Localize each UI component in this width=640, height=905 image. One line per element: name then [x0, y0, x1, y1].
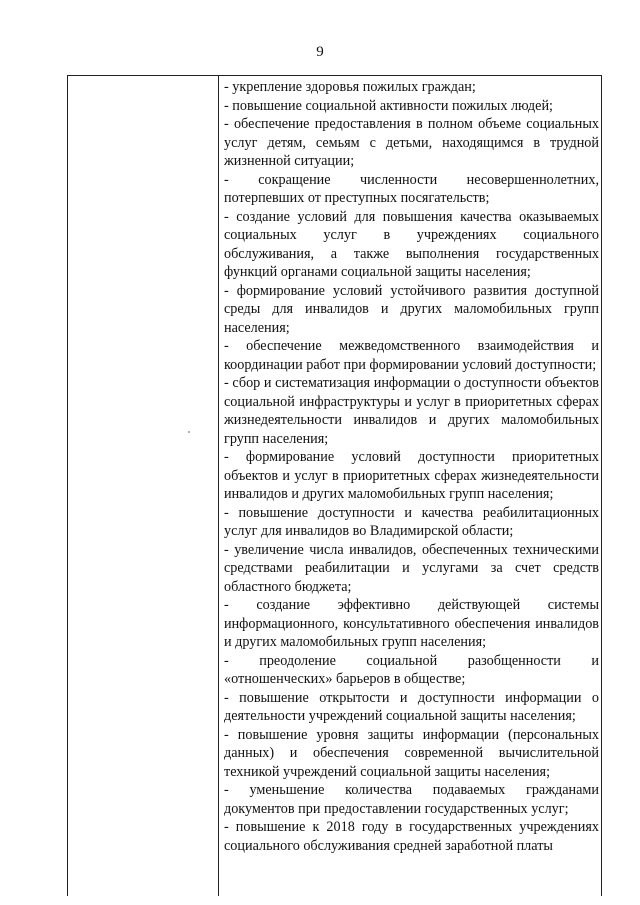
list-item: - повышение к 2018 году в государственных учреждениях социального обслуживания средней заработной платы — [224, 819, 599, 854]
scan-speck — [188, 431, 190, 433]
document-table — [67, 75, 602, 896]
list-item: - сокращение численности несовершеннолетних, потерпевших от преступных посягательств; — [224, 171, 599, 206]
list-item: - формирование условий устойчивого развития доступной среды для инвалидов и других маломобильных групп населения; — [224, 282, 599, 336]
list-item: - создание условий для повышения качества оказываемых социальных услуг в учреждениях социального обслуживания, а также выполнения государственных функций органами социальной защиты населения; — [224, 208, 599, 280]
list-item: - укрепление здоровья пожилых граждан; — [224, 79, 476, 95]
list-item: - создание эффективно действующей системы информационного, консультативного обеспечения инвалидов и других маломобильных групп населения; — [224, 597, 599, 650]
list-item: - преодоление социальной разобщенности и «отношенческих» барьеров в обществе; — [224, 652, 599, 687]
list-item: - повышение открытости и доступности информации о деятельности учреждений социальной защиты населения; — [224, 689, 599, 724]
list-item: - повышение доступности и качества реабилитационных услуг для инвалидов во Владимирской области; — [224, 504, 599, 539]
list-item: - увеличение числа инвалидов, обеспеченных техническими средствами реабилитации и услугами за счет средств областного бюджета; — [224, 541, 599, 595]
list-item: - повышение уровня защиты информации (персональных данных) и обеспечения современной вычислительной техникой учреждений социальной защиты населения; — [224, 726, 599, 780]
list-item: - повышение социальной активности пожилых людей; — [224, 97, 553, 114]
list-item: - уменьшение количества подаваемых гражданами документов при предоставлении государственных услуг; — [224, 782, 599, 817]
list-item: - обеспечение предоставления в полном объеме социальных услуг детям, семьям с детьми, находящимся в трудной жизненной ситуации; — [224, 116, 599, 169]
list-item: - обеспечение межведомственного взаимодействия и координации работ при формировании условий доступности; — [224, 338, 599, 373]
list-item: - сбор и систематизация информации о доступности объектов социальной инфраструктуры и услуг в приоритетных сферах жизнедеятельности инвалидов и других маломобильных групп населения; — [224, 375, 599, 447]
page-number: 9 — [316, 44, 324, 60]
list-item: - формирование условий доступности приоритетных объектов и услуг в приоритетных сферах жизнедеятельности инвалидов и других маломобильных групп населения; — [224, 449, 599, 502]
table-left-column — [68, 76, 219, 896]
table-right-column — [219, 76, 601, 896]
